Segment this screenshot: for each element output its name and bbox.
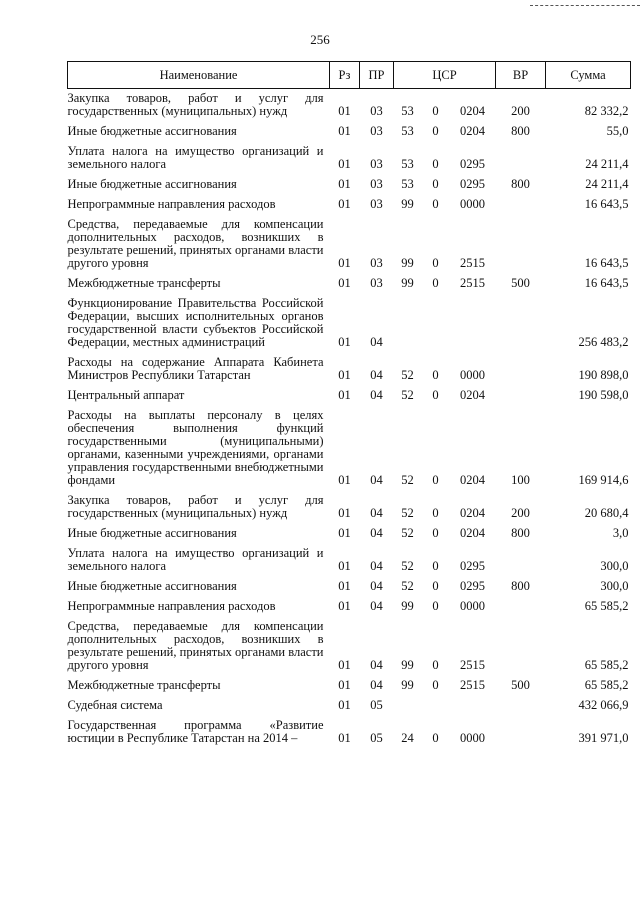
row-vr: 800 xyxy=(511,124,530,138)
row-sum: 65 585,2 xyxy=(584,678,629,692)
row-csr-part1 xyxy=(394,290,422,349)
row-name: Расходы на содержание Аппарата Кабинета Министров Республики Татарстан xyxy=(67,355,324,382)
row-vr: 800 xyxy=(511,579,530,593)
row-rz: 01 xyxy=(338,579,351,593)
row-sum: 24 211,4 xyxy=(585,177,629,191)
row-sum: 65 585,2 xyxy=(584,658,629,672)
row-sum: 16 643,5 xyxy=(584,197,629,211)
row-vr xyxy=(496,593,546,613)
row-pr: 04 xyxy=(370,526,383,540)
row-csr-part1: 53 xyxy=(401,177,414,191)
row-pr: 03 xyxy=(370,256,383,270)
table-row xyxy=(68,593,631,613)
row-pr: 04 xyxy=(370,658,383,672)
row-name: Межбюджетные трансферты xyxy=(67,276,221,290)
table-row xyxy=(68,89,631,119)
row-csr-part3: 0204 xyxy=(460,526,485,540)
row-rz: 01 xyxy=(338,276,351,290)
row-vr: 500 xyxy=(511,678,530,692)
row-csr-part3 xyxy=(450,692,496,712)
table-row xyxy=(68,540,631,573)
row-vr xyxy=(496,692,546,712)
row-csr-part1: 52 xyxy=(401,473,414,487)
row-vr xyxy=(496,211,546,270)
row-csr-part3: 0204 xyxy=(460,506,485,520)
row-csr-part1 xyxy=(394,692,422,712)
table-row xyxy=(68,270,631,290)
table-row xyxy=(68,402,631,487)
row-rz: 01 xyxy=(338,368,351,382)
header-vr: ВР xyxy=(496,62,546,89)
row-csr-part1: 53 xyxy=(401,124,414,138)
row-vr xyxy=(496,382,546,402)
row-csr-part2: 0 xyxy=(432,388,439,402)
row-vr xyxy=(496,540,546,573)
row-sum: 300,0 xyxy=(600,559,629,573)
row-vr: 200 xyxy=(511,104,530,118)
row-sum: 24 211,4 xyxy=(585,157,629,171)
row-name: Расходы на выплаты персоналу в целях обеспечения выполнения функций государственными (муниципальными) органами, казенными учреждениями, органами управления государственными внебюджетными фондами xyxy=(67,408,324,487)
row-vr xyxy=(496,712,546,745)
row-csr-part2: 0 xyxy=(432,506,439,520)
row-name: Иные бюджетные ассигнования xyxy=(67,526,237,540)
row-name: Судебная система xyxy=(67,698,163,712)
table-row xyxy=(68,211,631,270)
row-sum: 256 483,2 xyxy=(578,335,629,349)
row-vr: 500 xyxy=(511,276,530,290)
row-csr-part2: 0 xyxy=(432,731,439,745)
table-row xyxy=(68,138,631,171)
row-name: Закупка товаров, работ и услуг для государственных (муниципальных) нужд xyxy=(67,493,324,520)
table-row xyxy=(68,487,631,520)
row-csr-part3: 0204 xyxy=(460,473,485,487)
table-row xyxy=(68,520,631,540)
row-rz: 01 xyxy=(338,698,351,712)
row-csr-part2: 0 xyxy=(432,276,439,290)
row-rz: 01 xyxy=(338,731,351,745)
row-csr-part2: 0 xyxy=(432,124,439,138)
row-vr: 100 xyxy=(511,473,530,487)
row-csr-part2 xyxy=(422,290,450,349)
row-csr-part3: 2515 xyxy=(460,658,485,672)
row-csr-part1: 99 xyxy=(401,658,414,672)
row-pr: 04 xyxy=(370,335,383,349)
table-row xyxy=(68,191,631,211)
table-row xyxy=(68,672,631,692)
row-pr: 04 xyxy=(370,368,383,382)
row-csr-part3: 0204 xyxy=(460,124,485,138)
row-sum: 82 332,2 xyxy=(584,104,629,118)
row-csr-part1: 99 xyxy=(401,276,414,290)
budget-table xyxy=(67,61,631,745)
row-sum: 169 914,6 xyxy=(578,473,629,487)
row-pr: 05 xyxy=(370,731,383,745)
row-pr: 03 xyxy=(370,197,383,211)
row-rz: 01 xyxy=(338,526,351,540)
row-vr: 800 xyxy=(511,526,530,540)
row-pr: 03 xyxy=(370,124,383,138)
row-csr-part1: 52 xyxy=(401,388,414,402)
table-row xyxy=(68,118,631,138)
row-sum: 3,0 xyxy=(612,526,629,540)
table-row xyxy=(68,573,631,593)
row-pr: 04 xyxy=(370,579,383,593)
row-pr: 03 xyxy=(370,157,383,171)
row-csr-part3: 0000 xyxy=(460,731,485,745)
row-csr-part2: 0 xyxy=(432,104,439,118)
row-rz: 01 xyxy=(338,124,351,138)
row-rz: 01 xyxy=(338,177,351,191)
row-rz: 01 xyxy=(338,678,351,692)
row-csr-part3: 0295 xyxy=(460,559,485,573)
row-name: Иные бюджетные ассигнования xyxy=(67,177,237,191)
row-name: Закупка товаров, работ и услуг для государственных (муниципальных) нужд xyxy=(67,91,324,118)
row-pr: 04 xyxy=(370,473,383,487)
row-pr: 03 xyxy=(370,177,383,191)
row-pr: 04 xyxy=(370,388,383,402)
row-csr-part2: 0 xyxy=(432,559,439,573)
row-rz: 01 xyxy=(338,157,351,171)
scan-edge-mark xyxy=(530,5,640,7)
row-csr-part1: 99 xyxy=(401,599,414,613)
row-csr-part2: 0 xyxy=(432,473,439,487)
row-csr-part1: 52 xyxy=(401,368,414,382)
row-csr-part3 xyxy=(450,290,496,349)
table-row xyxy=(68,171,631,191)
row-csr-part1: 52 xyxy=(401,526,414,540)
row-csr-part1: 24 xyxy=(401,731,414,745)
row-rz: 01 xyxy=(338,559,351,573)
row-csr-part1: 52 xyxy=(401,559,414,573)
header-pr: ПР xyxy=(360,62,394,89)
row-sum: 432 066,9 xyxy=(578,698,629,712)
row-csr-part2 xyxy=(422,692,450,712)
row-pr: 04 xyxy=(370,678,383,692)
row-sum: 55,0 xyxy=(606,124,629,138)
row-rz: 01 xyxy=(338,388,351,402)
row-csr-part3: 0000 xyxy=(460,599,485,613)
row-vr xyxy=(496,613,546,672)
row-rz: 01 xyxy=(338,335,351,349)
row-name: Уплата налога на имущество организаций и земельного налога xyxy=(67,546,324,573)
row-sum: 65 585,2 xyxy=(584,599,629,613)
row-rz: 01 xyxy=(338,599,351,613)
row-pr: 03 xyxy=(370,104,383,118)
header-rz: Рз xyxy=(330,62,360,89)
row-vr: 200 xyxy=(511,506,530,520)
row-csr-part2: 0 xyxy=(432,579,439,593)
row-name: Средства, передаваемые для компенсации дополнительных расходов, возникших в результате решений, принятых органами власти другого уровня xyxy=(67,619,324,672)
table-row xyxy=(68,290,631,349)
header-csr: ЦСР xyxy=(394,62,496,89)
table-row xyxy=(68,692,631,712)
row-vr: 800 xyxy=(511,177,530,191)
row-name: Уплата налога на имущество организаций и земельного налога xyxy=(67,144,324,171)
row-name: Функционирование Правительства Российской Федерации, высших исполнительных органов государственной власти субъектов Российской Федерации, местных администраций xyxy=(67,296,324,349)
row-vr xyxy=(496,290,546,349)
row-pr: 04 xyxy=(370,599,383,613)
row-name: Иные бюджетные ассигнования xyxy=(67,124,237,138)
row-csr-part2: 0 xyxy=(432,368,439,382)
row-pr: 05 xyxy=(370,698,383,712)
row-rz: 01 xyxy=(338,197,351,211)
row-pr: 04 xyxy=(370,559,383,573)
row-rz: 01 xyxy=(338,104,351,118)
row-csr-part3: 2515 xyxy=(460,276,485,290)
row-csr-part3: 2515 xyxy=(460,256,485,270)
row-name: Центральный аппарат xyxy=(67,388,185,402)
row-vr xyxy=(496,349,546,382)
row-csr-part3: 0204 xyxy=(460,388,485,402)
row-sum: 16 643,5 xyxy=(584,256,629,270)
row-sum: 300,0 xyxy=(600,579,629,593)
row-csr-part3: 0000 xyxy=(460,368,485,382)
row-name: Иные бюджетные ассигнования xyxy=(67,579,237,593)
header-name: Наименование xyxy=(68,62,330,89)
table-row xyxy=(68,613,631,672)
header-sum: Сумма xyxy=(546,62,631,89)
row-rz: 01 xyxy=(338,658,351,672)
row-csr-part3: 0295 xyxy=(460,177,485,191)
table-header-row xyxy=(68,62,631,89)
row-sum: 20 680,4 xyxy=(584,506,629,520)
row-sum: 16 643,5 xyxy=(584,276,629,290)
page-number: 256 xyxy=(310,32,330,47)
row-rz: 01 xyxy=(338,506,351,520)
row-csr-part2: 0 xyxy=(432,599,439,613)
row-csr-part3: 0295 xyxy=(460,157,485,171)
row-csr-part1: 99 xyxy=(401,678,414,692)
row-csr-part3: 0295 xyxy=(460,579,485,593)
table-row xyxy=(68,349,631,382)
row-sum: 391 971,0 xyxy=(578,731,629,745)
row-sum: 190 898,0 xyxy=(578,368,629,382)
row-vr xyxy=(496,191,546,211)
row-csr-part2: 0 xyxy=(432,197,439,211)
row-rz: 01 xyxy=(338,473,351,487)
row-pr: 03 xyxy=(370,276,383,290)
row-csr-part1: 99 xyxy=(401,256,414,270)
row-name: Непрограммные направления расходов xyxy=(67,197,276,211)
row-name: Государственная программа «Развитие юстиции в Республике Татарстан на 2014 – xyxy=(67,718,324,745)
row-csr-part2: 0 xyxy=(432,177,439,191)
row-rz: 01 xyxy=(338,256,351,270)
row-csr-part2: 0 xyxy=(432,256,439,270)
row-csr-part1: 53 xyxy=(401,104,414,118)
row-csr-part2: 0 xyxy=(432,526,439,540)
row-csr-part3: 0204 xyxy=(460,104,485,118)
row-csr-part2: 0 xyxy=(432,658,439,672)
row-name: Средства, передаваемые для компенсации дополнительных расходов, возникших в результате решений, принятых органами власти другого уровня xyxy=(67,217,324,270)
row-name: Непрограммные направления расходов xyxy=(67,599,276,613)
row-csr-part1: 53 xyxy=(401,157,414,171)
row-sum: 190 598,0 xyxy=(578,388,629,402)
table-body xyxy=(68,89,631,746)
row-csr-part3: 2515 xyxy=(460,678,485,692)
row-csr-part1: 52 xyxy=(401,506,414,520)
row-csr-part1: 52 xyxy=(401,579,414,593)
table-row xyxy=(68,712,631,745)
row-name: Межбюджетные трансферты xyxy=(67,678,221,692)
row-csr-part1: 99 xyxy=(401,197,414,211)
row-csr-part3: 0000 xyxy=(460,197,485,211)
table-row xyxy=(68,382,631,402)
row-pr: 04 xyxy=(370,506,383,520)
row-csr-part2: 0 xyxy=(432,157,439,171)
row-vr xyxy=(496,138,546,171)
row-csr-part2: 0 xyxy=(432,678,439,692)
